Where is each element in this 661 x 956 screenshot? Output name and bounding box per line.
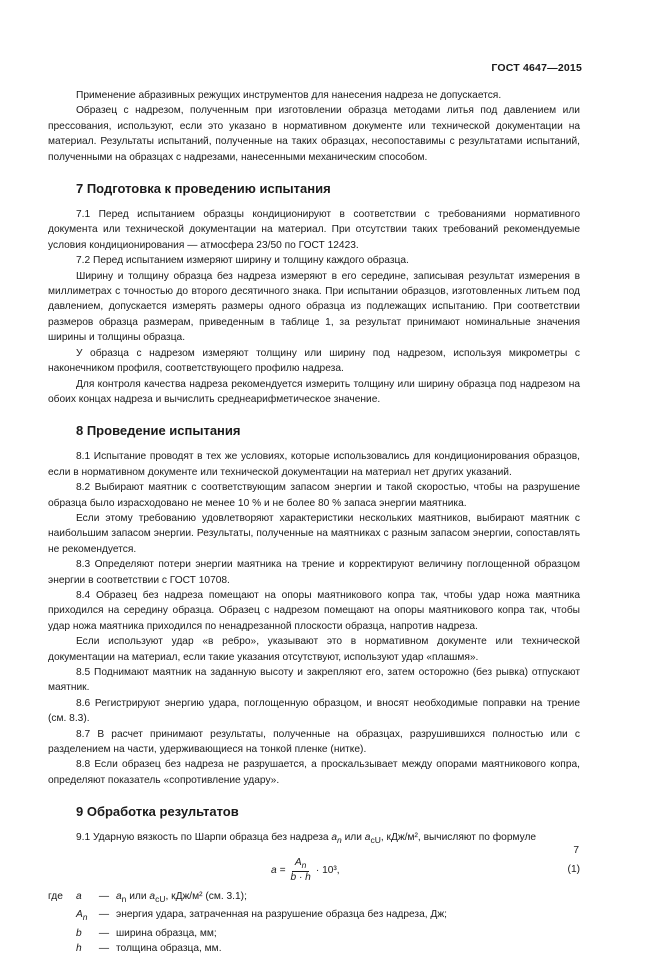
legend-symbol: h	[76, 942, 82, 954]
section-8-paragraph: 8.2 Выбирают маятник с соответствующим запасом энергии и такой скоростью, чтобы на разрушение образца было израсходовано не менее 10 % и не более 80 % запаса энергии маятника.	[48, 482, 580, 509]
section-7-paragraph: Для контроля качества надреза рекомендуется измерить толщину или ширину образца под надрезом на обоих концах надреза и вычислить среднеарифметическое значение.	[48, 378, 580, 405]
formula-lhs: a =	[271, 864, 286, 876]
section-7-paragraph: У образца с надрезом измеряют толщину или ширину под надрезом, используя микрометры с наконечником профиля, соответствующего профилю надреза.	[48, 347, 580, 375]
formula-numerator: $A_n$	[292, 857, 310, 872]
document-code: ГОСТ 4647—2015	[491, 62, 582, 74]
formula-denominator: b · h	[290, 871, 311, 883]
section-8-paragraph: 8.4 Образец без надреза помещают на опоры маятникового копра так, чтобы удар ножа маятника приходился на середину образца. Образец с надрезом помещают на опоры маятникового копра так, чтобы удар ножа маятника приходился по ненадрезанной плоскости образца, напротив надреза.	[48, 589, 580, 632]
legend-symbol: a	[76, 890, 82, 902]
section-8-paragraph: 8.3 Определяют потери энергии маятника на трение и корректируют величину поглощенной образцом энергии в соответствии с ГОСТ 10708.	[48, 559, 580, 586]
section-8-paragraph: 8.5 Поднимают маятник на заданную высоту и закрепляют его, затем осторожно (без рывка) отпускают маятник.	[48, 667, 580, 694]
section-7-paragraph: Ширину и толщину образца без надреза измеряют в его середине, записывая результат измерения в миллиметрах с точностью до второго десятичного знака. При испытании образцов, изготовленных литьем под давлением, допускается измерять размеры одного образца из подлежащих испытанию. При соответствии размеров образца размерам, приведенным в таблице 1, за результат принимают номинальные значения ширины и толщины образца.	[48, 270, 580, 344]
section-8-paragraph: 8.1 Испытание проводят в тех же условиях, которые использовались для кондиционирования образцов, если в нормативном документе или технической документации на материал нет других указаний.	[48, 451, 580, 478]
legend-row: b — ширина образца, мм;	[48, 926, 580, 941]
formula-fraction	[287, 857, 313, 884]
formula-legend	[48, 889, 580, 956]
legend-symbol: b	[76, 927, 82, 939]
legend-row: $A_n$ — энергия удара, затраченная на разрушение образца без надреза, Дж;	[48, 907, 580, 925]
legend-text: толщина образца, мм.	[116, 942, 222, 954]
section-9-title: 9 Обработка результатов	[76, 804, 239, 820]
formula-expression	[271, 857, 340, 884]
section-8-paragraph: Если используют удар «в ребро», указывают это в нормативном документе или технической документации на материал, если такие указания отсутствуют, используют удар «плашмя».	[48, 636, 580, 663]
section-8-paragraph: 8.6 Регистрируют энергию удара, поглощенную образцом, и вносят необходимые поправки на трение (см. 8.3).	[48, 697, 580, 725]
legend-row: где a — $a_n$ или $a_{cU}$, кДж/м² (см. 3.1);	[48, 889, 580, 907]
section-7-title: 7 Подготовка к проведению испытания	[76, 181, 331, 197]
page-number: 7	[573, 845, 579, 856]
legend-text: энергия удара, затраченная на разрушение образца без надреза, Дж;	[116, 909, 447, 921]
legend-text: $a_n$ или $a_{cU}$, кДж/м² (см. 3.1);	[116, 890, 247, 904]
formula-factor: · 10³,	[315, 864, 340, 876]
legend-row: h — толщина образца, мм.	[48, 941, 580, 956]
legend-symbol: $A_n$	[76, 909, 88, 923]
intro-paragraph: Применение абразивных режущих инструментов для нанесения надреза не допускается.	[76, 90, 502, 101]
formula-1	[48, 853, 580, 887]
intro-paragraph: Образец с надрезом, полученным при изготовлении образца методами литья под давлением или прессования, используют, если это указано в нормативном документе или технической документации на материал. Результаты испытаний, полученные на таких образцах, несопоставимы с результатами испытаний, полученными на образцах с надрезами, нанесенными механическим способом.	[48, 105, 580, 163]
section-8-paragraph: 8.8 Если образец без надреза не разрушается, а проскальзывает между опорами маятникового копра, определяют показатель «сопротивление удару».	[48, 759, 580, 786]
section-8-title: 8 Проведение испытания	[76, 423, 241, 439]
section-7-paragraph: 7.2 Перед испытанием измеряют ширину и толщину каждого образца.	[76, 255, 409, 267]
section-9-paragraph: 9.1 Ударную вязкость по Шарпи образца без надреза $a_n$ или $a_{cU}$, кДж/м², вычисляют по формуле	[76, 832, 537, 846]
formula-number: (1)	[567, 863, 580, 875]
section-8-paragraph: Если этому требованию удовлетворяют характеристики нескольких маятников, выбирают маятник с наибольшим запасом энергии. Результаты, полученные на маятниках с разным запасом энергии, сопоставлять не рекомендуется.	[48, 512, 580, 555]
legend-text: ширина образца, мм;	[116, 927, 217, 939]
section-8-paragraph: 8.7 В расчет принимают результаты, полученные на образцах, разрушившихся полностью или с разделением на части, удерживающиеся на тонкой пленке (нитке).	[48, 728, 580, 756]
section-7-paragraph: 7.1 Перед испытанием образцы кондиционируют в соответствии с требованиями нормативного документа или технической документации на материал. При отсутствии таких требований рекомендуемые условия кондиционирования — атмосфера 23/50 по ГОСТ 12423.	[48, 209, 580, 251]
page-content	[48, 88, 580, 956]
